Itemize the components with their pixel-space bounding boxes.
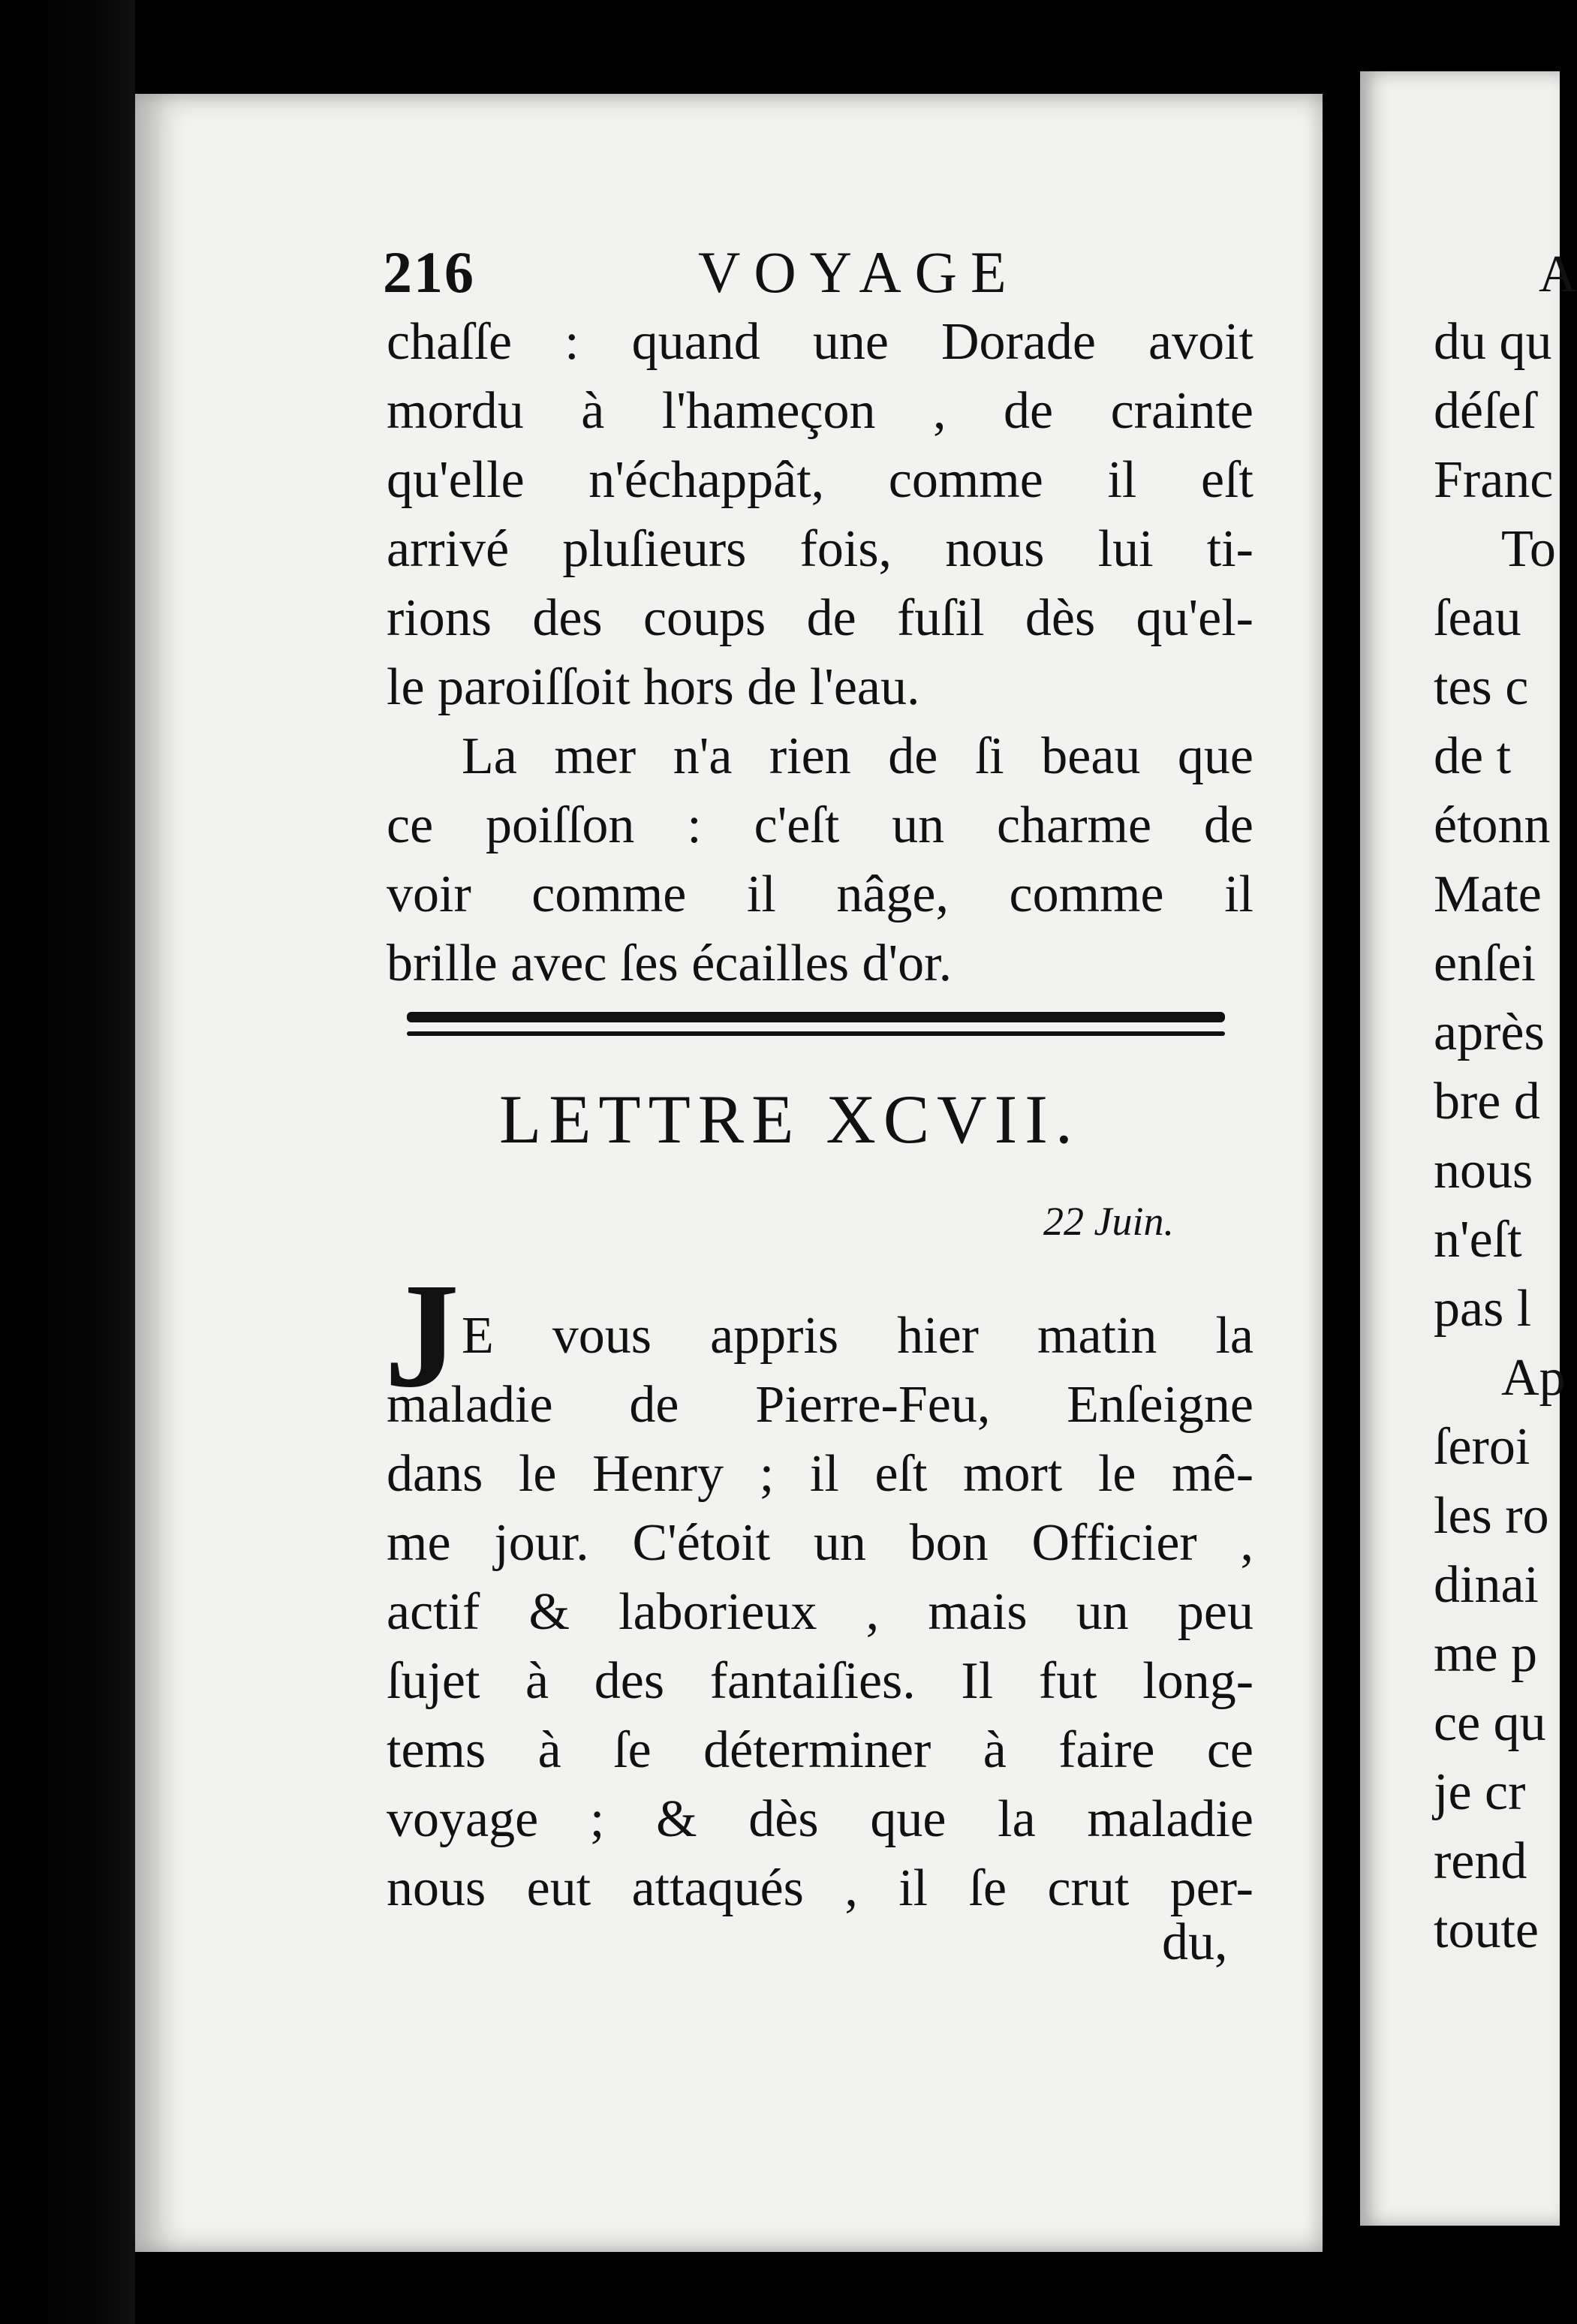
- text-line: voir comme il nâge, comme il: [387, 865, 1253, 923]
- right-page-fragment: nous: [1434, 1142, 1533, 1200]
- text-line: brille avec ſes écailles d'or.: [387, 935, 953, 992]
- right-page-fragment: de t: [1434, 727, 1512, 785]
- right-page-fragment: toute: [1434, 1901, 1539, 1959]
- text-line: chaſſe : quand une Dorade avoit: [387, 313, 1253, 371]
- catchword: du,: [1162, 1913, 1228, 1971]
- right-page-fragment: ce qu: [1434, 1694, 1546, 1752]
- right-page-fragment: A: [1539, 245, 1577, 303]
- text-line: rions des coups de fuſil dès qu'el-: [387, 589, 1253, 647]
- page-number: 216: [383, 239, 475, 305]
- right-page-fragment: je cr: [1434, 1763, 1526, 1821]
- right-page-fragment: enſei: [1434, 935, 1536, 992]
- text-line: mordu à l'hameçon , de crainte: [387, 382, 1253, 440]
- rule-thick-line: [407, 1012, 1225, 1022]
- right-page-fragment: bre d: [1434, 1073, 1540, 1130]
- scan-dark-border: [0, 0, 135, 2324]
- text-line: tems à ſe déterminer à faire ce: [387, 1721, 1253, 1779]
- text-line: qu'elle n'échappât, comme il eſt: [387, 451, 1253, 509]
- right-page-fragment: me p: [1434, 1625, 1538, 1683]
- right-page-fragment: les ro: [1434, 1487, 1549, 1545]
- right-page-fragment: n'eſt: [1434, 1211, 1522, 1269]
- text-line: le paroiſſoit hors de l'eau.: [387, 658, 920, 716]
- text-line: dans le Henry ; il eſt mort le mê-: [387, 1445, 1253, 1503]
- right-page-fragment: déſeſ: [1434, 382, 1536, 440]
- right-page-fragment: pas l: [1434, 1280, 1532, 1338]
- right-page-fragment: tes c: [1434, 658, 1529, 716]
- page-header: [383, 239, 1253, 314]
- text-line: maladie de Pierre-Feu, Enſeigne: [387, 1376, 1253, 1434]
- right-page-fragment: ſeau: [1434, 589, 1521, 647]
- right-page-fragment: rend: [1434, 1832, 1527, 1890]
- drop-cap: J: [384, 1253, 459, 1419]
- right-page-fragment: après: [1434, 1004, 1545, 1061]
- letter-date: 22 Juin.: [1043, 1199, 1174, 1244]
- right-page-fragment: dinai: [1434, 1556, 1539, 1614]
- right-page-fragment: Ap: [1501, 1349, 1566, 1407]
- running-title: VOYAGE: [698, 239, 1020, 305]
- text-line: actif & laborieux , mais un peu: [387, 1583, 1253, 1641]
- right-page-fragment: étonn: [1434, 796, 1551, 854]
- text-line: arrivé pluſieurs fois, nous lui ti-: [387, 520, 1253, 578]
- text-line: me jour. C'étoit un bon Officier ,: [387, 1514, 1253, 1572]
- text-line: nous eut attaqués , il ſe crut per-: [387, 1859, 1253, 1917]
- right-page-fragment: ſeroi: [1434, 1418, 1530, 1476]
- right-page-fragment: Mate: [1434, 865, 1542, 923]
- text-line: ce poiſſon : c'eſt un charme de: [387, 796, 1253, 854]
- right-page-fragment: du qu: [1434, 313, 1552, 371]
- rule-thin-line: [407, 1031, 1225, 1036]
- right-page-fragment: Franc: [1434, 451, 1554, 509]
- text-line: voyage ; & dès que la maladie: [387, 1790, 1253, 1848]
- text-line: La mer n'a rien de ſi beau que: [462, 727, 1253, 785]
- letter-heading: LETTRE XCVII.: [499, 1081, 1080, 1157]
- double-rule-divider: [407, 1012, 1225, 1049]
- right-page-fragment: To: [1501, 520, 1556, 578]
- text-line: E vous appris hier matin la: [462, 1307, 1253, 1365]
- text-line: ſujet à des fantaiſies. Il fut long-: [387, 1652, 1253, 1710]
- book-gutter: [1323, 71, 1360, 2271]
